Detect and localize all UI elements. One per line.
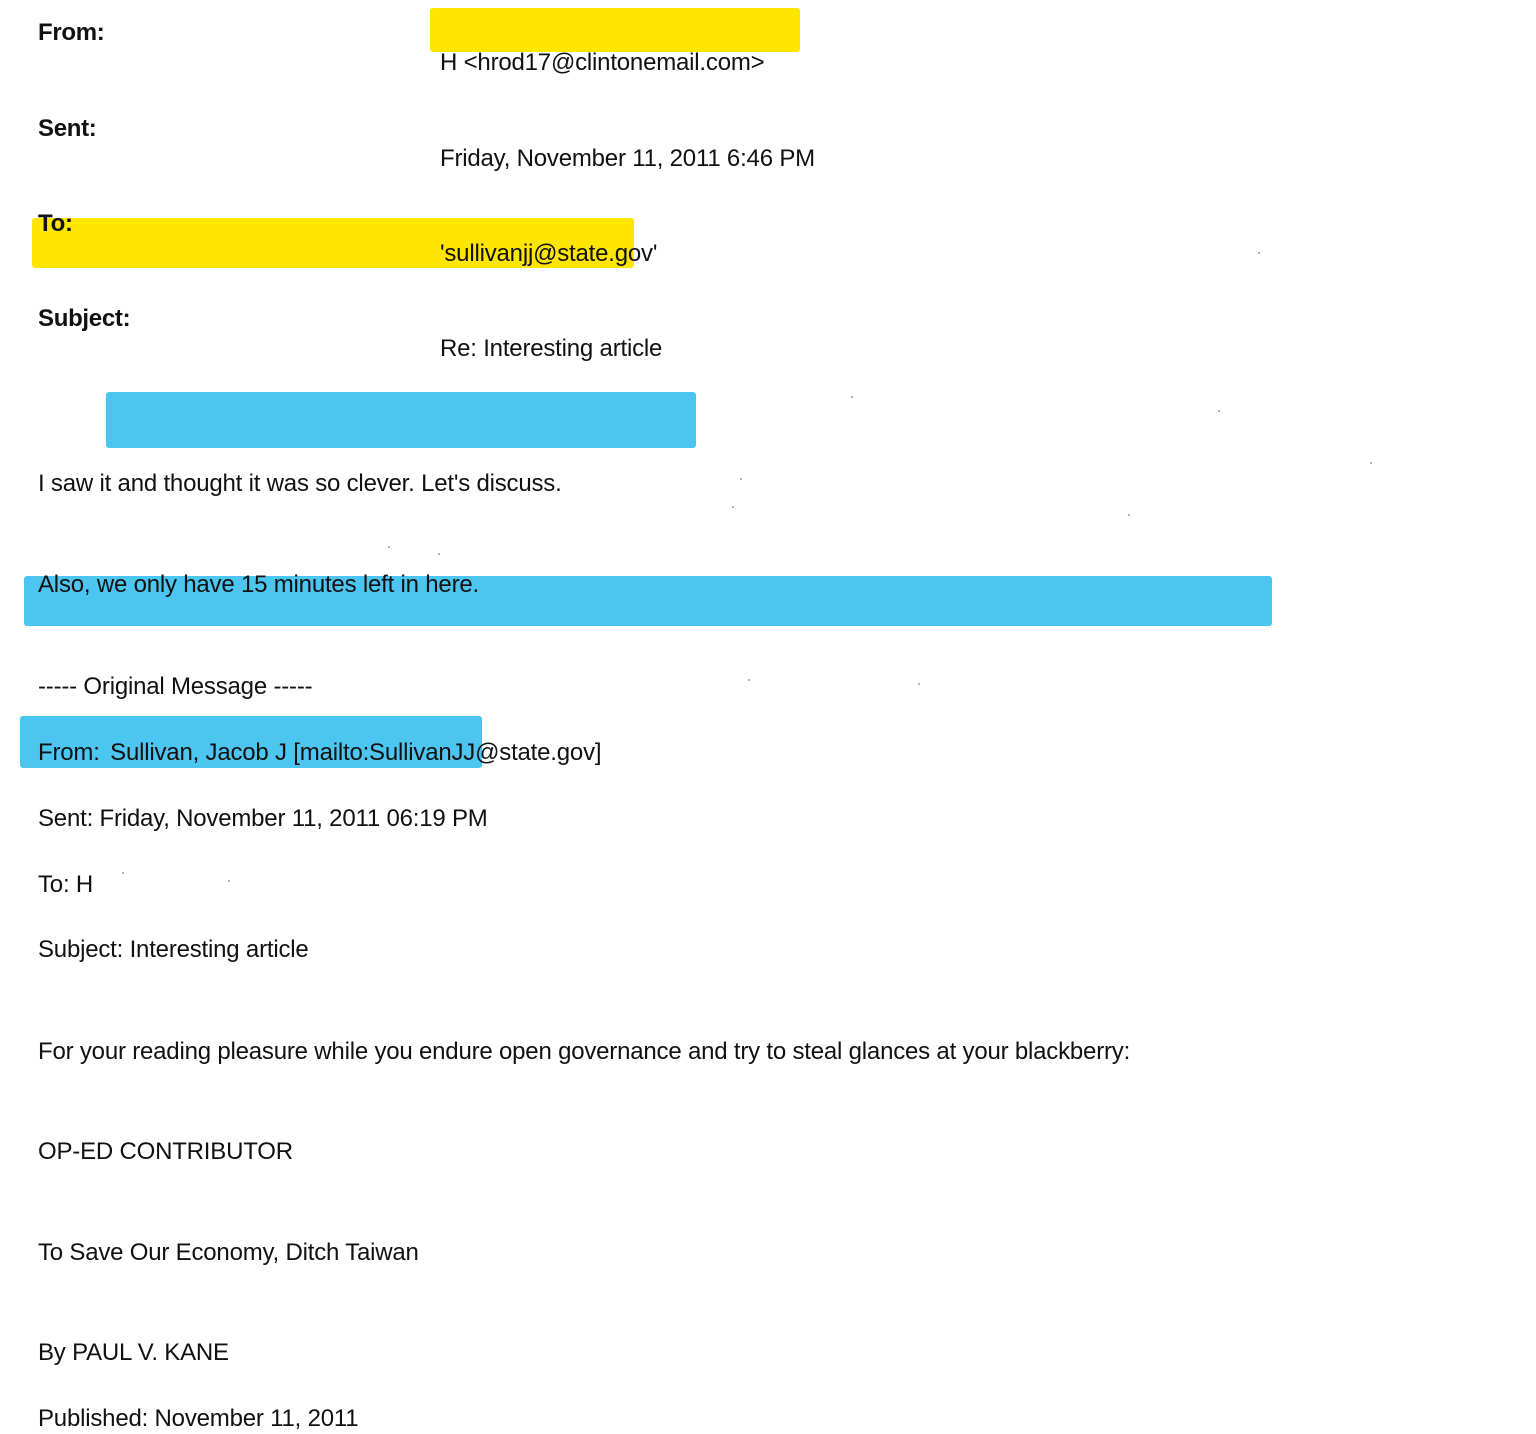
sent-value: Friday, November 11, 2011 6:46 PM xyxy=(440,145,815,172)
original-sent-line: Sent: Friday, November 11, 2011 06:19 PM xyxy=(38,805,488,832)
article-published: Published: November 11, 2011 xyxy=(38,1405,359,1432)
scan-speck xyxy=(1370,462,1372,464)
subject-label: Subject: xyxy=(38,305,131,332)
article-byline: By PAUL V. KANE xyxy=(38,1339,229,1366)
scan-speck xyxy=(388,546,390,548)
from-label: From: xyxy=(38,19,105,46)
to-value: 'sullivanjj@state.gov' xyxy=(440,240,658,267)
subject-value: Re: Interesting article xyxy=(440,335,663,362)
to-label: To: xyxy=(38,210,73,237)
scan-speck xyxy=(1218,410,1220,412)
scan-speck xyxy=(1128,514,1130,516)
original-message-divider: ----- Original Message ----- xyxy=(38,673,313,700)
reply-line-1: I saw it and thought it was so clever. Let's discuss. xyxy=(38,470,562,497)
article-section: OP-ED CONTRIBUTOR xyxy=(38,1138,293,1165)
scan-speck xyxy=(438,553,440,555)
sent-label: Sent: xyxy=(38,115,97,142)
original-from-label: From: xyxy=(38,739,100,766)
highlight-original-from xyxy=(106,392,696,448)
original-subject-line: Subject: Interesting article xyxy=(38,936,309,963)
from-value: H <hrod17@clintonemail.com> xyxy=(440,49,765,76)
reply-line-2: Also, we only have 15 minutes left in here. xyxy=(38,571,479,598)
original-to-line: To: H xyxy=(38,871,94,898)
article-title: To Save Our Economy, Ditch Taiwan xyxy=(38,1239,419,1266)
scan-speck xyxy=(732,506,734,508)
article-intro: For your reading pleasure while you endure open governance and try to steal glances at your blackberry: xyxy=(38,1038,1131,1065)
original-from-value: Sullivan, Jacob J [mailto:SullivanJJ@state.gov] xyxy=(110,739,602,766)
scan-speck xyxy=(851,396,853,398)
original-from-line xyxy=(38,738,1536,768)
